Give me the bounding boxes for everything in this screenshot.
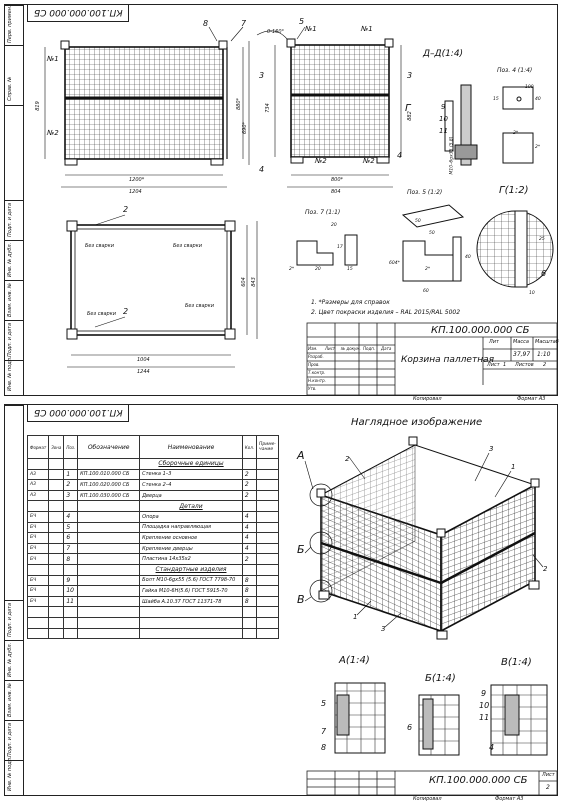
pos-label: №1: [361, 25, 373, 33]
view-title: Поз. 5 (1:2): [407, 189, 443, 196]
spec-cell: 10: [64, 586, 78, 597]
side-label: Взам. инв. №: [7, 283, 13, 317]
spec-cell: 8: [242, 575, 256, 586]
spec-cell: 6: [64, 533, 78, 544]
stamp-code: КП.100.000.000 СБ: [431, 325, 530, 336]
spec-cell: 4: [242, 511, 256, 522]
small-dim: 20: [315, 267, 321, 272]
bez-svarki: Без сварки: [87, 311, 116, 317]
spec-cell: Опора: [140, 511, 243, 522]
spec-cell: Болт М10-6gх55 (5.6) ГОСТ 7798-70: [140, 575, 243, 586]
spec-cell: КП.100.010.000 СБ: [78, 469, 140, 480]
spec-cell: Стенка 1–3: [140, 469, 243, 480]
spec-cell: КП.100.030.000 СБ: [78, 490, 140, 501]
side-label: Инв. № дубл.: [7, 642, 13, 677]
iso-callout: 2: [345, 455, 350, 463]
pos-label: 9: [441, 103, 446, 111]
small-dim: 15: [347, 267, 353, 272]
copied-label: Копировал: [413, 396, 442, 402]
spec-cell: 4: [64, 511, 78, 522]
stamp-list: Лист: [487, 362, 500, 368]
detail-title-b: Б(1:4): [425, 673, 456, 684]
sheet2-graphics: [5, 405, 557, 795]
detail-pos: 6: [407, 723, 413, 732]
drawing-sheet-1: [4, 4, 559, 402]
spec-cell: БЧ: [28, 575, 49, 586]
pos-label: 3: [407, 71, 413, 80]
bez-svarki: Без сварки: [173, 243, 202, 249]
side-label: Подп. и дата: [7, 722, 13, 757]
pos-label: 4: [397, 151, 403, 160]
stamp-code-2: КП.100.000.000 СБ: [429, 775, 528, 786]
spec-header: Кол.: [242, 436, 256, 459]
dim-label: 804: [331, 189, 341, 195]
stamp-list-2: Лист: [542, 772, 555, 778]
spec-cell: 8: [242, 596, 256, 607]
spec-cell: 2: [64, 480, 78, 491]
spec-cell: Площадка направляющая: [140, 522, 243, 533]
spec-cell: Крепление основное: [140, 533, 243, 544]
dim-label: 843: [250, 277, 257, 287]
isometric-title: Наглядное изображение: [351, 417, 483, 428]
pos-label: 3: [259, 71, 265, 80]
small-dim: 2*: [289, 267, 295, 272]
small-dim: 15: [493, 97, 499, 102]
dim-label: 734: [264, 103, 271, 113]
iso-callout: 3: [489, 445, 494, 453]
side-label: Взам. инв. №: [7, 683, 13, 717]
stamp-col: Дата: [381, 346, 392, 351]
spec-cell: Гайка М10-6Н(5.6) ГОСТ 5915-70: [140, 586, 243, 597]
side-label: Подп. и дата: [7, 602, 13, 637]
stamp-scale: Масштаб: [535, 339, 559, 345]
small-dim: 2*: [535, 145, 541, 150]
spec-cell: Пластина 14х35х2: [140, 554, 243, 565]
small-dim: 50: [429, 231, 435, 236]
dim-label: 800*: [331, 177, 344, 183]
dim-label: 1244: [137, 369, 150, 375]
stamp-listov: Листов: [515, 362, 534, 368]
dim-label: 0-160°: [267, 29, 285, 35]
stamp-role: Утв.: [308, 386, 317, 391]
spec-cell: Дверца: [140, 490, 243, 501]
pos-label: №1: [305, 25, 317, 33]
detail-title-a: А(1:4): [339, 655, 370, 666]
small-dim: 50: [415, 219, 421, 224]
rotated-doc-code: КП.100.000.000 СБ: [34, 407, 123, 417]
pos-label: 2: [123, 307, 129, 316]
stamp-col: Лист: [325, 346, 336, 351]
detail-views: [335, 683, 547, 755]
side-label: Справ. №: [7, 76, 13, 101]
drawing-sheet-2: [4, 404, 558, 802]
small-dim: 20: [331, 223, 337, 228]
stamp-scale-val: 1:10: [537, 351, 551, 358]
pos-label: №2: [363, 157, 375, 165]
small-dim: 60: [423, 289, 429, 294]
copied-label-2: Копировал: [413, 796, 442, 802]
front-view: [45, 41, 249, 187]
spec-cell: 4: [242, 543, 256, 554]
dim-label: 604: [240, 277, 247, 287]
spec-cell: А3: [28, 490, 49, 501]
bez-svarki: Без сварки: [185, 303, 214, 309]
spec-cell: БЧ: [28, 596, 49, 607]
stamp-list-num-2: 2: [546, 784, 550, 791]
spec-header: Зона: [49, 436, 64, 459]
spec-cell: 7: [64, 543, 78, 554]
spec-cell: Шайба А.10.37 ГОСТ 11371-78: [140, 596, 243, 607]
spec-header: Наименование: [140, 436, 243, 459]
iso-callout: 1: [511, 463, 516, 471]
poz5-view: [403, 205, 463, 281]
small-dim: 10: [529, 291, 535, 296]
spec-cell: А3: [28, 469, 49, 480]
pos-label: 10: [439, 115, 448, 123]
spec-cell: А3: [28, 480, 49, 491]
spec-cell: 5: [64, 522, 78, 533]
pos-label: №2: [47, 129, 59, 137]
pos-label: 11: [439, 127, 448, 135]
pos-label: 6: [541, 269, 547, 278]
spec-cell: 2: [242, 490, 256, 501]
side-label: Перв. примен.: [7, 5, 13, 43]
iso-callout: 2: [543, 565, 548, 573]
stamp-col: № докум.: [341, 346, 361, 351]
detail-pos: 9: [481, 689, 487, 698]
detail-pos: 8: [321, 743, 327, 752]
spec-cell: 8: [64, 554, 78, 565]
spec-cell: 1: [64, 469, 78, 480]
spec-cell: 4: [242, 522, 256, 533]
pos-label: 5: [299, 17, 305, 26]
stamp-role: Н.контр.: [308, 378, 326, 383]
stamp-col: Подп.: [363, 346, 376, 351]
pos-label: 2: [123, 205, 129, 214]
pos-label: №1: [47, 55, 59, 63]
note-1: 1. *Размеры для справок: [311, 299, 390, 306]
spec-cell: БЧ: [28, 543, 49, 554]
isometric-basket: [305, 437, 543, 639]
dim-label: 690*: [242, 121, 249, 135]
view-title: Поз. 7 (1:1): [305, 209, 341, 216]
spec-cell: 2: [242, 480, 256, 491]
spec-cell: Стандартные изделия: [140, 564, 243, 575]
spec-header: Формат: [28, 436, 49, 459]
stamp-mass-val: 37,97: [513, 351, 531, 358]
view-title: Д–Д(1:4): [423, 49, 464, 59]
small-dim: 40: [535, 97, 541, 102]
pos-label: 8: [203, 19, 209, 28]
stamp-role: Т.контр.: [308, 370, 326, 375]
pos-label: 4: [259, 165, 265, 174]
small-dim: 2*: [425, 267, 431, 272]
format-label: Формат А3: [517, 396, 546, 402]
small-dim: 100: [525, 85, 534, 90]
small-dim: 604*: [389, 261, 400, 266]
small-dim: 2*: [513, 131, 519, 136]
dim-label: 1200*: [129, 177, 145, 183]
side-label: Инв. № подл.: [7, 356, 13, 391]
poz4-view: [503, 87, 533, 163]
detail-title-v: В(1:4): [501, 657, 532, 668]
spec-cell: БЧ: [28, 554, 49, 565]
spec-cell: БЧ: [28, 533, 49, 544]
pos-label: №2: [315, 157, 327, 165]
spec-cell: 4: [242, 533, 256, 544]
dim-label: 1204: [129, 189, 142, 195]
side-label: Подп. и дата: [7, 202, 13, 237]
spec-cell: Сборочные единицы: [140, 459, 243, 470]
dim-label: 882: [406, 111, 413, 121]
detail-pos: 4: [489, 743, 495, 752]
spec-cell: 8: [242, 586, 256, 597]
view-title: Г(1:2): [499, 185, 529, 196]
small-dim: 17: [337, 245, 343, 250]
bez-svarki: Без сварки: [85, 243, 114, 249]
spec-cell: Детали: [140, 501, 243, 512]
detail-pos: 10: [479, 701, 490, 710]
spec-cell: 9: [64, 575, 78, 586]
pos-label: 7: [241, 19, 247, 28]
spec-cell: КП.100.020.000 СБ: [78, 480, 140, 491]
stamp-mass: Масса: [513, 339, 529, 345]
stamp-role: Пров.: [308, 362, 320, 367]
view-title: Поз. 4 (1:4): [497, 67, 533, 74]
view-label-g: Г: [405, 103, 411, 114]
dim-label: 880*: [236, 97, 243, 111]
spec-cell: БЧ: [28, 522, 49, 533]
iso-callout: 1: [353, 613, 358, 621]
stamp-col: Изм.: [308, 346, 318, 351]
dim-label: M10–6gх35 (5.8): [449, 136, 455, 175]
rotated-doc-code: КП.100.000.000 СБ: [34, 7, 123, 17]
spec-cell: 3: [64, 490, 78, 501]
spec-cell: БЧ: [28, 511, 49, 522]
spec-cell: 2: [242, 554, 256, 565]
spec-header: Обозначение: [78, 436, 140, 459]
detail-marker-v: В: [297, 593, 305, 606]
iso-callout: 3: [381, 625, 386, 633]
format-label-2: Формат А3: [495, 796, 524, 802]
detail-marker-a: А: [297, 449, 305, 462]
side-view: [257, 31, 401, 187]
detail-pos: 5: [321, 699, 327, 708]
small-dim: 25: [539, 237, 545, 242]
dim-label: 819: [34, 101, 41, 111]
poz7-view: [297, 235, 357, 265]
spec-cell: Крепление дверцы: [140, 543, 243, 554]
side-label: Инв. № дубл.: [7, 242, 13, 277]
side-label: Подп. и дата: [7, 322, 13, 357]
spec-header: Приме-чание: [257, 436, 279, 459]
spec-header: Поз.: [64, 436, 78, 459]
dim-label: 1004: [137, 357, 150, 363]
detail-pos: 11: [479, 713, 490, 722]
detail-pos: 7: [321, 727, 327, 736]
spec-cell: Стенка 2–4: [140, 480, 243, 491]
note-2: 2. Цвет покраски изделия – RAL 2015/RAL 5002: [311, 309, 461, 316]
stamp-lit: Лит: [489, 339, 499, 345]
spec-cell: 2: [242, 469, 256, 480]
spec-cell: БЧ: [28, 586, 49, 597]
small-dim: 40: [465, 255, 471, 260]
sheet1-graphics: [5, 5, 557, 395]
spec-cell: 11: [64, 596, 78, 607]
side-label: Инв. № подл.: [7, 756, 13, 791]
stamp-role: Разраб.: [308, 354, 324, 359]
stamp-title: Корзина паллетная: [401, 355, 495, 365]
detail-marker-b: Б: [297, 543, 305, 556]
stamp-list-num: 1: [503, 362, 507, 368]
stamp-listov-num: 2: [543, 362, 547, 368]
